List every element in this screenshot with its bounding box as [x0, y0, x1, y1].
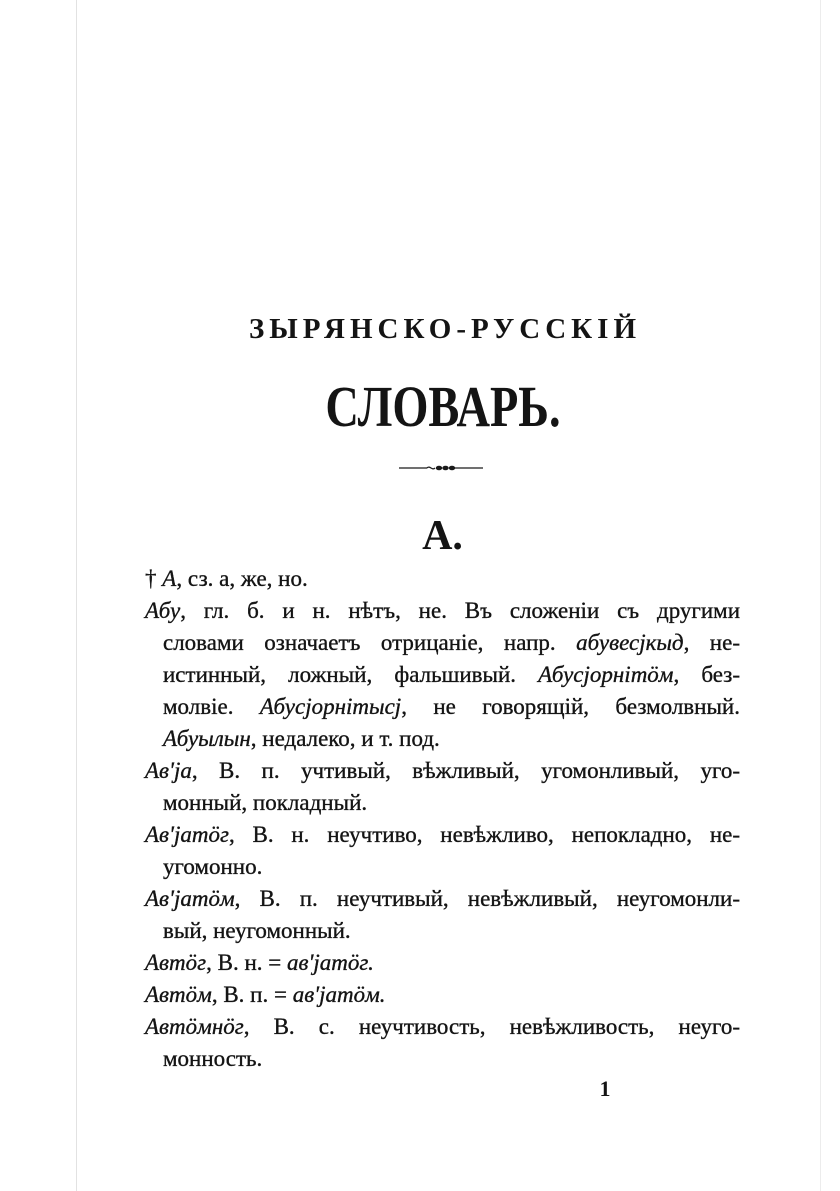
entry-abu	[145, 595, 740, 755]
entry-avjatom	[145, 883, 740, 947]
entry-a	[145, 563, 740, 595]
title-line-2	[145, 374, 740, 440]
definition-text: , гл. б. и н. нѣтъ, не. Въ сложеніи съ другими	[180, 598, 740, 623]
entry-line	[145, 691, 740, 723]
headword: Ав'jатöм	[145, 886, 235, 911]
entry-line	[145, 851, 740, 883]
definition-text: истинный, ложный, фальшивый.	[163, 662, 539, 687]
headword: Автöмнöг	[145, 1014, 244, 1039]
headword: Абу	[145, 598, 181, 623]
definition-text: словами означаетъ отрицаніе, напр.	[163, 630, 577, 655]
section-letter: А.	[422, 513, 463, 559]
definition-text: , В. н. неучтиво, невѣжливо, непокладно, не-	[228, 822, 740, 847]
dictionary-entries	[145, 563, 740, 1075]
headword: Автöм	[145, 982, 212, 1007]
definition-text: , В. п. =	[211, 982, 293, 1007]
definition-text: , не говорящій, безмолвный.	[401, 694, 740, 719]
definition-text: монный, покладный.	[163, 790, 368, 815]
entry-avja	[145, 755, 740, 819]
ornament-dot	[442, 466, 448, 471]
ornament-dot	[449, 466, 455, 471]
cross-reference: ав'jатöм.	[292, 982, 386, 1007]
example-word: Абусjорнітысj	[259, 694, 402, 719]
entry-line	[145, 755, 740, 787]
entry-line	[145, 787, 740, 819]
entry-line	[145, 883, 740, 915]
page-edge-left	[76, 0, 77, 1191]
definition-text: , В. п. неучтивый, невѣжливый, неугомонли-	[234, 886, 740, 911]
entry-avjatog	[145, 819, 740, 883]
entry-avtomnog	[145, 1011, 740, 1075]
definition-text: молвіе.	[163, 694, 260, 719]
definition-text: монность.	[163, 1046, 263, 1071]
definition-text: , сз. а, же, но.	[176, 566, 308, 591]
entry-avtom	[145, 979, 740, 1011]
ornament-divider	[397, 462, 487, 474]
cross-reference: ав'jатöг.	[287, 950, 374, 975]
title-line-1: ЗЫРЯНСКО-РУССКІЙ	[248, 313, 642, 345]
entry-line	[145, 595, 740, 627]
definition-text: угомонно.	[163, 854, 263, 879]
example-word: абувесjкыд	[576, 630, 684, 655]
definition-text: вый, неугомонный.	[163, 918, 351, 943]
definition-text: , без-	[673, 662, 740, 687]
title-line-2-text: СЛОВАРЬ.	[324, 374, 561, 439]
entry-line	[145, 659, 740, 691]
page-edge-right	[820, 0, 821, 1191]
entry-line	[145, 915, 740, 947]
definition-text: , В. н. =	[206, 950, 287, 975]
headword: Ав'ja	[145, 758, 192, 783]
obsolete-mark: †	[145, 566, 163, 591]
page-number: 1	[599, 1076, 611, 1101]
definition-text: , В. с. неучтивость, невѣжливость, неуго-	[243, 1014, 740, 1039]
entry-line	[145, 979, 740, 1011]
ornament-dot	[436, 466, 442, 471]
entry-line	[145, 947, 740, 979]
ornament-curl	[427, 467, 435, 469]
example-word: Абуылын	[163, 726, 251, 751]
definition-text: , В. п. учтивый, вѣжливый, угомонливый, уго-	[191, 758, 740, 783]
headword: А	[162, 566, 177, 591]
example-word: Абусjорнітöм	[538, 662, 674, 687]
entry-line	[145, 563, 740, 595]
entry-line	[145, 723, 740, 755]
entry-line	[145, 1043, 740, 1075]
entry-line	[145, 819, 740, 851]
headword: Ав'jатöг	[145, 822, 229, 847]
definition-text: , не-	[683, 630, 740, 655]
entry-line	[145, 627, 740, 659]
entry-line	[145, 1011, 740, 1043]
entry-avtog	[145, 947, 740, 979]
definition-text: , недалеко, и т. под.	[250, 726, 440, 751]
headword: Автöг	[145, 950, 207, 975]
